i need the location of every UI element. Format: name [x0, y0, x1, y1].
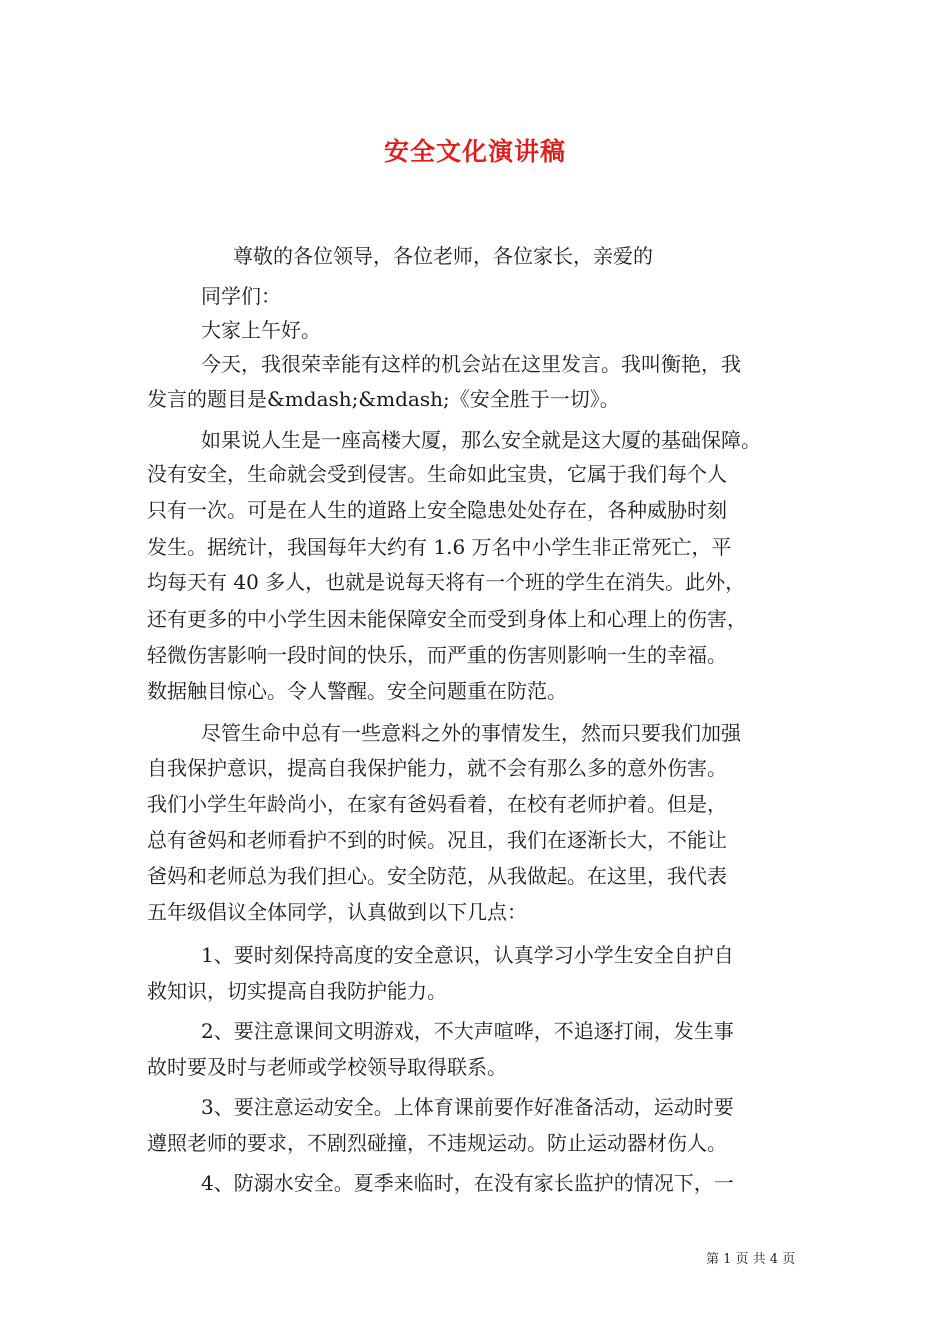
text-line: 同学们：: [201, 284, 281, 308]
text-line: 救知识，切实提高自我防护能力。: [147, 979, 447, 1003]
text-line: 自我保护意识，提高自我保护能力，就不会有那么多的意外伤害。: [147, 756, 727, 780]
text-line: 还有更多的中小学生因未能保障安全而受到身体上和心理上的伤害，: [147, 607, 747, 631]
text-line: 发生。据统计，我国每年大约有 1.6 万名中小学生非正常死亡，平: [147, 535, 732, 559]
text-line: 2、要注意课间文明游戏，不大声喧哗，不追逐打闹，发生事: [201, 1019, 734, 1043]
text-line: 发言的题目是&mdash;&mdash;《安全胜于一切》。: [147, 387, 620, 411]
text-line: 只有一次。可是在人生的道路上安全隐患处处存在，各种威胁时刻: [147, 498, 727, 522]
text-line: 如果说人生是一座高楼大厦，那么安全就是这大厦的基础保障。: [201, 428, 761, 452]
text-line: 今天，我很荣幸能有这样的机会站在这里发言。我叫衡艳，我: [201, 352, 741, 376]
text-line: 数据触目惊心。令人警醒。安全问题重在防范。: [147, 679, 567, 703]
text-line: 没有安全，生命就会受到侵害。生命如此宝贵，它属于我们每个人: [147, 462, 727, 486]
text-line: 4、防溺水安全。夏季来临时，在没有家长监护的情况下，一: [201, 1171, 734, 1195]
text-line: 均每天有 40 多人，也就是说每天将有一个班的学生在消失。此外，: [147, 570, 746, 594]
text-line: 爸妈和老师总为我们担心。安全防范，从我做起。在这里，我代表: [147, 864, 727, 888]
text-line: 总有爸妈和老师看护不到的时候。况且，我们在逐渐长大，不能让: [147, 828, 727, 852]
document-title: 安全文化演讲稿: [383, 137, 566, 166]
text-line: 尽管生命中总有一些意料之外的事情发生，然而只要我们加强: [201, 721, 741, 745]
text-line: 遵照老师的要求，不剧烈碰撞，不违规运动。防止运动器材伤人。: [147, 1131, 727, 1155]
text-line: 我们小学生年龄尚小，在家有爸妈看着，在校有老师护着。但是，: [147, 792, 727, 816]
text-line: 3、要注意运动安全。上体育课前要作好准备活动，运动时要: [201, 1095, 734, 1119]
text-line: 故时要及时与老师或学校领导取得联系。: [147, 1055, 507, 1079]
text-line: 轻微伤害影响一段时间的快乐，而严重的伤害则影响一生的幸福。: [147, 643, 727, 667]
page-number: 第 1 页 共 4 页: [706, 1252, 796, 1267]
text-line: 大家上午好。: [201, 318, 321, 342]
text-line: 五年级倡议全体同学，认真做到以下几点：: [147, 900, 527, 924]
text-line: 尊敬的各位领导，各位老师，各位家长，亲爱的: [233, 244, 653, 268]
text-line: 1、要时刻保持高度的安全意识，认真学习小学生安全自护自: [201, 943, 734, 967]
